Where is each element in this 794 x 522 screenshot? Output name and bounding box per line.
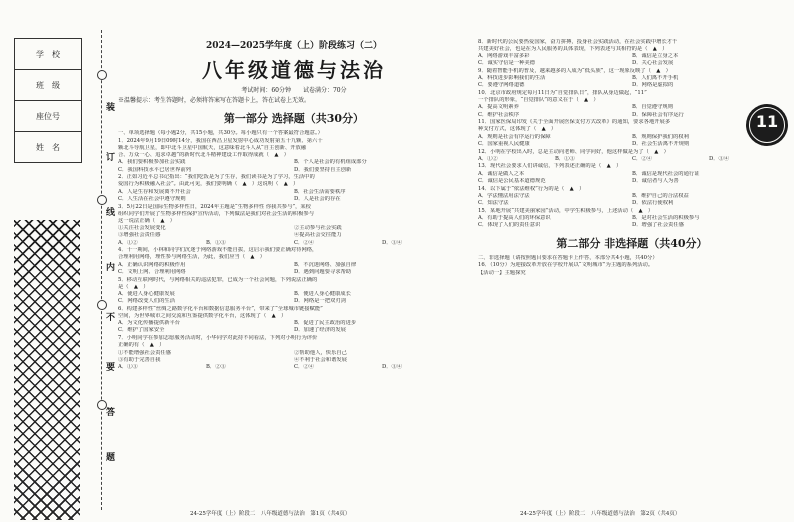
- question: [478, 149, 786, 156]
- question-line: 一个排队的形象，“自觉排队”的意义在于（ ▲ ）: [478, 97, 599, 104]
- option-group: [478, 104, 786, 118]
- question-line: 爱国行为积极融入社会”。由此可见，我们要明确（ ▲ ）这说明（ ▲ ）: [118, 181, 299, 188]
- option-group: [118, 320, 470, 334]
- option-group: [478, 215, 786, 229]
- option: A．为文化传播提供新平台: [118, 320, 181, 327]
- footer-left: 24-25学年度（上）阶段二 八年级道德与法治 第1页（共4页）: [190, 511, 351, 517]
- option: B．促进了民主政治的进步: [294, 320, 357, 327]
- option-group: [478, 134, 786, 148]
- info-seat: 座位号: [15, 101, 81, 132]
- option: B．规则保护我们的权利: [632, 133, 689, 140]
- question-line: 空间，为世界城市之间交流和互鉴提供数字化平台，这体现了（ ▲ ）: [118, 313, 287, 320]
- question-line: 组织同学们开展了生物多样性保护宣传活动，下列做法是我们对社会生活的积极参与: [118, 210, 314, 217]
- binding-char: 装: [106, 103, 116, 113]
- part2-title: 第二部分 非选择题（共40分）: [556, 237, 708, 251]
- option-group: [118, 364, 470, 371]
- option: D．人是社会的存在: [294, 195, 341, 202]
- option: C．体现了人们的责任意识: [478, 222, 541, 229]
- info-name: 姓 名: [36, 142, 60, 152]
- option: D．保障社会有序运行: [632, 111, 684, 118]
- option: A．①②: [478, 155, 498, 162]
- question-line: 3．5月22日是国际生物多样性日，2024年主题是“生物多样性 你我共参与”，某校: [118, 203, 311, 210]
- option-group: [478, 53, 786, 67]
- left-question-list: [118, 138, 470, 372]
- option: C．要遵守网络道德: [478, 82, 525, 89]
- question-line: 合、万众一心、追求卓越”的新时代北斗精神建设工作取得成就（ ▲ ）: [118, 152, 289, 159]
- option: D．③④: [382, 364, 403, 370]
- option: D．诚信者与人为善: [632, 177, 679, 184]
- option: ④提高社会交往能力: [294, 232, 342, 239]
- part1-instruction: 一、单项选择题（每小题2分，共15小题，共30分。每小题只有一个答案最符合题意。）: [118, 130, 323, 136]
- binding-char: 内: [106, 263, 116, 273]
- option: C．人生活在社会中遵守规则: [118, 195, 186, 202]
- question: [478, 68, 786, 75]
- option: D．遇到问题要寻求帮助: [294, 268, 352, 275]
- option: D．关心社会发展: [632, 60, 674, 67]
- option: ④不利于社会和谐发展: [294, 356, 347, 363]
- exam-tip: ※温馨提示：考生答题时，必须将答案写在答题卡上，答在试卷上无效。: [118, 97, 311, 104]
- question-line: 14．以下属于“依法维权”行为的是（ ▲ ）: [478, 185, 585, 192]
- question-line: 颗北斗导航卫星，即中北斗卫星中国航天，这意味着北斗人从“自主创新、开放融: [118, 144, 307, 151]
- option: B．①③: [555, 155, 575, 162]
- question-line: 9．随着智能手机的普及，越来越多的人成为“低头族”，这一现象反映了（ ▲ ）: [478, 67, 671, 74]
- option: C．诚信是公民基本道德规范: [478, 177, 546, 184]
- option: A．①②: [118, 239, 138, 246]
- option: ③增强社会责任感: [118, 232, 161, 239]
- option: A．学法懂法用法守法: [478, 192, 530, 199]
- option: D．社会生活离不开规则: [632, 140, 690, 147]
- question-line: 8．新时代的公民要热爱国家，奋力拼搏，投身社会实践活动，在社会实践中增长才干: [478, 38, 678, 45]
- question: [478, 90, 786, 104]
- binding-hole: [97, 300, 107, 310]
- binding-char: 不: [106, 313, 116, 323]
- question: [118, 174, 470, 188]
- binding-dashed-line: [101, 30, 102, 510]
- option: B．诚信是立身之本: [632, 52, 679, 59]
- question-line: 7．小明同学在参加志愿服务活动时，小华同学对此持不同看法，下列对小明行为评价: [118, 335, 318, 342]
- option: A．诚信是做人之本: [478, 170, 525, 177]
- option-group: [118, 159, 470, 173]
- binding-hole: [97, 195, 107, 205]
- option: B．①③: [206, 239, 226, 246]
- question-line: 这一说法正确（ ▲ ）: [118, 217, 176, 224]
- binding-strip: [0, 0, 120, 522]
- question-line: 共建美好社会，也是在为人民服务的具体表现，下列表述与其相符的是（ ▲ ）: [478, 45, 668, 52]
- option: ③有助于完善自我: [118, 356, 161, 363]
- binding-hole: [97, 70, 107, 80]
- emblem-text: 11: [755, 112, 779, 131]
- question-line: 是（ ▲ ）: [118, 283, 149, 290]
- option: D．加速了经济的发展: [294, 327, 346, 334]
- option: D．网络是一把双刃剑: [294, 298, 346, 305]
- exam-title: 八年级道德与法治: [202, 58, 386, 82]
- option: A．网络游戏丰富多彩: [478, 52, 530, 59]
- option: C．网络改变人们的生活: [118, 298, 176, 305]
- option: B．不沉迷网络、加强自律: [294, 261, 357, 268]
- question: [118, 277, 470, 291]
- queue-day-emblem: [746, 104, 788, 146]
- info-school: 学 校: [15, 39, 81, 70]
- binding-char: 线: [106, 208, 116, 218]
- option: ②帮助他人，快乐自己: [294, 349, 347, 356]
- option: B．自觉遵守规则: [632, 104, 673, 111]
- option: C．维护社会秩序: [478, 111, 520, 118]
- question: [478, 39, 786, 53]
- option-group: [118, 262, 470, 276]
- option: A．使进人身心健康发展: [118, 290, 175, 297]
- question: [118, 138, 470, 160]
- question-line: 2．正如习近平总书记指出：“我们吃饭是为了生存，我们读书是为了学习，生活中的: [118, 174, 315, 181]
- option-group: [118, 240, 470, 247]
- option: A．正确认识网络的积极作用: [118, 261, 186, 268]
- option: B．是对社会生活的积极参与: [632, 214, 700, 221]
- question-line: 6．构建多样性“丝绸之路数字化平台和数据信息服务平台”，带来了“全球城市链接赋能”: [118, 305, 323, 312]
- option: B．社会生活需要秩序: [294, 188, 346, 195]
- option-group: [118, 189, 470, 203]
- footer-right: 24-25学年度（上）阶段二 八年级道德与法治 第2页（共4页）: [520, 511, 681, 517]
- question-line: 合理利用网络，理性参与网络生活，为此，我们应当（ ▲ ）: [118, 254, 266, 261]
- question-line: 1．2024年9月19日09时14分，我国在西昌卫星发射中心成功发射第五十九颗、第六十: [118, 137, 323, 144]
- option-group: [478, 171, 786, 185]
- option: C．国家重视人民健康: [478, 140, 530, 147]
- option: B．维护自己的合法权益: [632, 192, 689, 199]
- exam-meta: 考试时间：60分钟 试卷满分：70分: [241, 87, 347, 94]
- question-line: 正确的有（ ▲ ）: [118, 342, 165, 349]
- option: ②主动参与社会实践: [294, 225, 342, 232]
- hatch-pattern: [14, 220, 80, 520]
- option-group: [118, 291, 470, 305]
- option: C．文明上网、合理利用网络: [118, 268, 186, 275]
- option: A．我们要积极参加社会实践: [118, 159, 186, 166]
- right-question-list: [478, 39, 786, 230]
- option-group: [478, 75, 786, 89]
- option: C．知法守法: [478, 199, 509, 206]
- option: D．增强了社会责任感: [632, 222, 684, 229]
- option: D．我们要坚持自主创新: [294, 166, 352, 173]
- question-line: 4．十一期间，小林和同学们沉迷于网络游戏不能自拔，这启示我们要正确对待网络，: [118, 247, 318, 254]
- option: C．诚实守信是一种美德: [478, 60, 536, 67]
- question: [118, 247, 470, 261]
- question-line: 10．北京市政府规定每月11日为“自觉排队日”，排队从身边做起，“11”: [478, 89, 647, 96]
- option: B．诚信是现代社会的通行证: [632, 170, 700, 177]
- option: B．人们离不开手机: [632, 75, 679, 82]
- exam-year: 2024—2025学年度（上）阶段练习（二）: [205, 41, 383, 51]
- question: [478, 208, 786, 215]
- option: A．科技进步影响我们的生活: [478, 75, 546, 82]
- option: A．人是生存和发展离不开社会: [118, 188, 191, 195]
- part2-line: 【活动一】主题探究: [478, 269, 526, 276]
- left-column: [118, 38, 470, 371]
- info-class: 班 级: [15, 70, 81, 101]
- question: [118, 306, 470, 320]
- binding-char: 要: [106, 363, 116, 373]
- binding-char: 题: [106, 453, 116, 463]
- binding-char: 答: [106, 408, 116, 418]
- question: [478, 119, 786, 133]
- option: C．维护了国家安全: [118, 327, 165, 334]
- question-line: 13．现代社会要求人们讲诚信，下列表述正确的是（ ▲ ）: [478, 163, 622, 170]
- question-line: 5．移动互联网时代，与网络相关的违法犯罪，已成为一个社会问题，下列说法正确的: [118, 276, 318, 283]
- part2-body: [478, 255, 786, 277]
- option: A．提高文明素养: [478, 104, 519, 111]
- option: ①关注社会发展变化: [118, 225, 166, 232]
- option: A．规则是社会有序运行的保障: [478, 133, 551, 140]
- option: A．①③: [118, 364, 138, 370]
- part2-line: 16．（10分）为迎接改革开放在学校开展以“文明城市”为主题的系列活动。: [478, 262, 654, 269]
- option: D．依法行使权利: [632, 199, 674, 206]
- option-group: [478, 193, 786, 207]
- question: [118, 204, 470, 226]
- question: [478, 186, 786, 193]
- part2-line: 二、非选择题（请按照题目要求在答题卡上作答，本部分共4小题，共40分）: [478, 255, 658, 262]
- option: B．个人是社会的有机组成部分: [294, 159, 367, 166]
- option-group: [118, 350, 470, 364]
- option-group: [478, 156, 786, 163]
- part1-title: 第一部分 选择题（共30分）: [223, 112, 365, 125]
- option: C．②④: [632, 155, 652, 162]
- option: B．便进人身心健康成长: [294, 290, 351, 297]
- question: [118, 335, 470, 349]
- question-line: 11．国家医保局印发《关于全面开展医保支付方式改革》的通知，要求各地开展多: [478, 119, 671, 126]
- right-column: [478, 38, 786, 277]
- question-line: 12．小明在学校出入时，总是主动向老师、同学问好，他这样做是为了（ ▲ ）: [478, 148, 669, 155]
- option: B．②③: [206, 364, 226, 370]
- option: A．有助于提高人们的环保意识: [478, 214, 551, 221]
- question-line: 种支付方式，这体现了（ ▲ ）: [478, 126, 557, 133]
- option: C．②④: [294, 239, 314, 246]
- student-info-box: [14, 38, 82, 163]
- binding-char: 订: [106, 153, 116, 163]
- option: C．我国科技水平已居世界前列: [118, 166, 191, 173]
- option: D．网络是虚拟的: [632, 82, 674, 89]
- option: C．②④: [294, 364, 314, 370]
- option: D．③④: [382, 239, 403, 246]
- question: [478, 163, 786, 170]
- option: ①不能增强社会责任感: [118, 349, 171, 356]
- option-group: [118, 225, 470, 239]
- question-line: 15．某地开展“共建美丽家园”活动，中学生积极参与，上述活动（ ▲ ）: [478, 207, 654, 214]
- option: D．③④: [709, 155, 730, 162]
